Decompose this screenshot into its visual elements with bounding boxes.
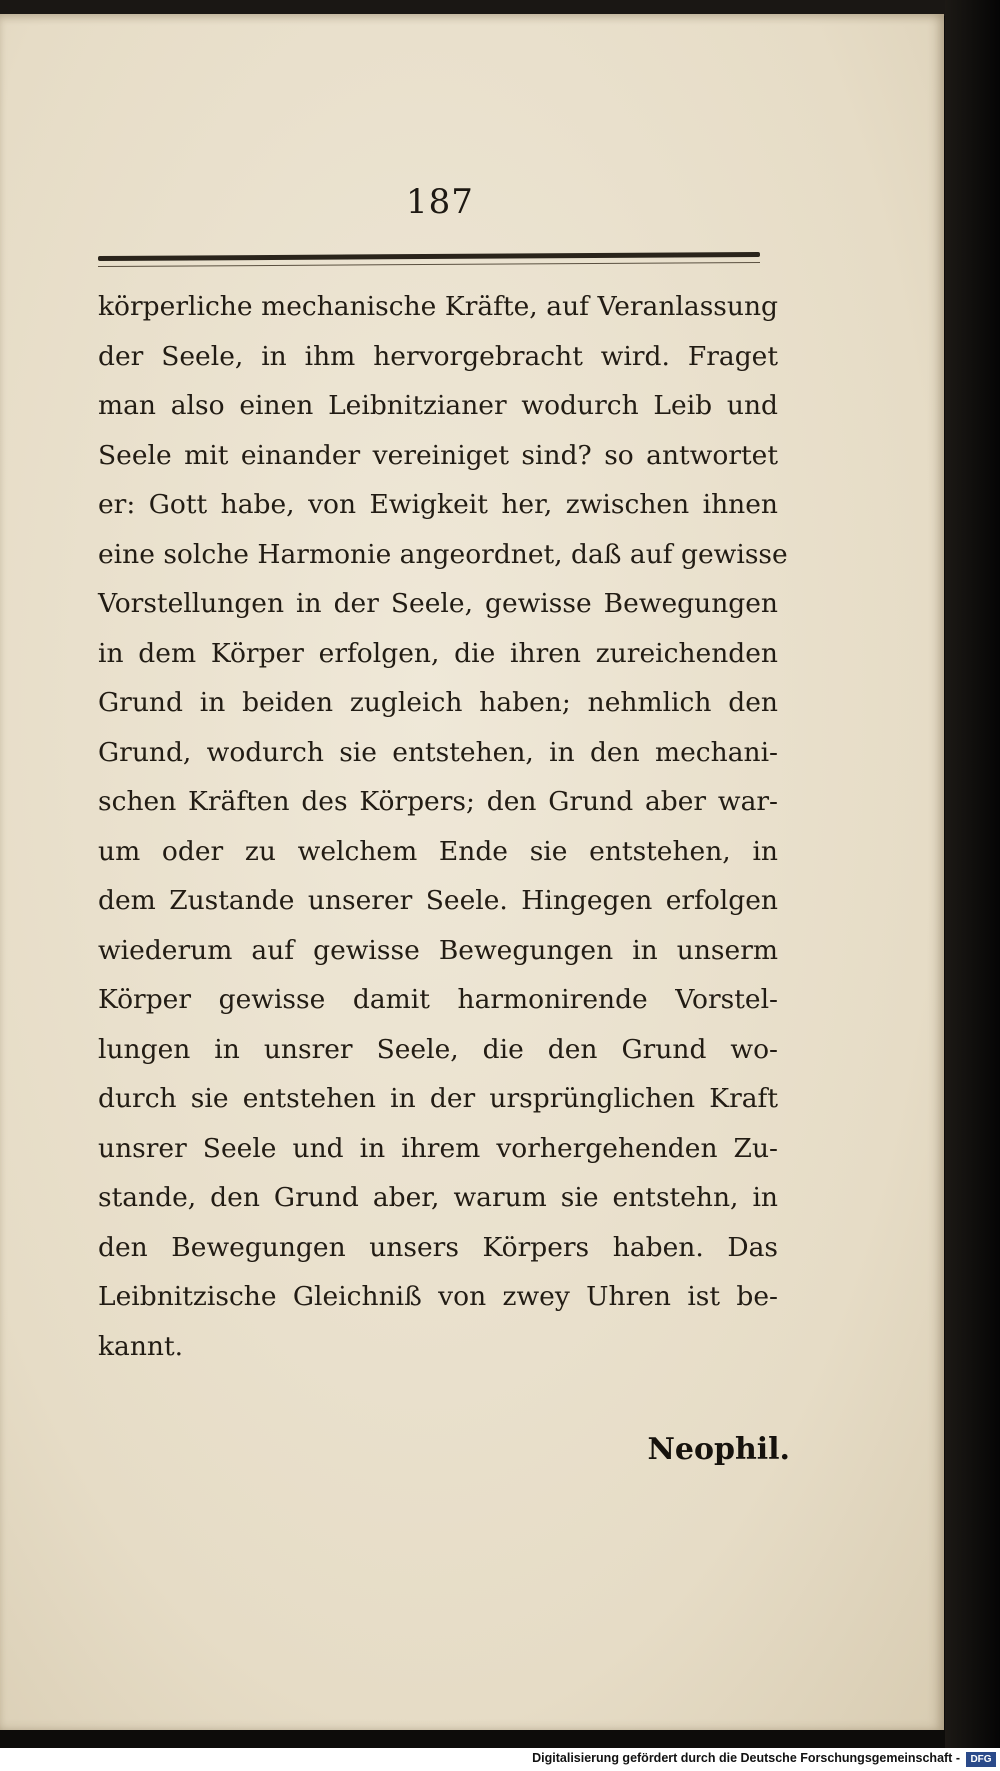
text-line: kannt. [98, 1330, 184, 1362]
text-line: in dem Körper erfolgen, die ihren zureichenden [98, 637, 778, 669]
text-line: Körper gewisse damit harmonirende Vorstel- [98, 984, 778, 1015]
header-rule [98, 252, 760, 261]
digitization-footer [0, 1748, 1000, 1771]
text-line: der Seele, in ihm hervorgebracht wird. Fraget [98, 340, 778, 372]
page-number: 187 [406, 182, 474, 222]
text-line: eine solche Harmonie angeordnet, daß auf gewisse [98, 538, 788, 570]
text-line: Leibnitzische Gleichniß von zwey Uhren ist be- [98, 1281, 778, 1312]
body-text [98, 282, 788, 1371]
footer-credit: Digitalisierung gefördert durch die Deutsche Forschungsgemeinschaft - [532, 1751, 960, 1765]
text-line: den Bewegungen unsers Körpers haben. Das [98, 1231, 778, 1263]
text-line: Grund in beiden zugleich haben; nehmlich den [98, 687, 778, 718]
text-line: wiederum auf gewisse Bewegungen in unserm [98, 934, 778, 966]
header-rule-thin [98, 262, 760, 267]
dfg-logo-icon: DFG [966, 1752, 996, 1767]
text-line: körperliche mechanische Kräfte, auf Veranlassung [98, 291, 778, 322]
text-line: Grund, wodurch sie entstehen, in den mechani- [98, 736, 778, 768]
book-page [0, 14, 944, 1730]
text-line: Seele mit einander vereiniget sind? so antwortet [98, 439, 778, 471]
text-line: dem Zustande unserer Seele. Hingegen erfolgen [98, 885, 778, 916]
text-line: schen Kräften des Körpers; den Grund aber war- [98, 786, 778, 817]
text-line: man also einen Leibnitzianer wodurch Leib und [98, 390, 778, 421]
book-edge-right [945, 0, 1000, 1771]
signature: Neophil. [647, 1432, 790, 1467]
text-line: er: Gott habe, von Ewigkeit her, zwischen ihnen [98, 489, 778, 520]
text-line: unsrer Seele und in ihrem vorhergehenden Zu- [98, 1132, 778, 1164]
text-line: durch sie entstehen in der ursprünglichen Kraft [98, 1083, 778, 1114]
text-line: stande, den Grund aber, warum sie entstehn, in [98, 1182, 778, 1213]
text-line: lungen in unsrer Seele, die den Grund wo- [98, 1033, 778, 1065]
text-line: Vorstellungen in der Seele, gewisse Bewegungen [98, 588, 778, 619]
text-line: um oder zu welchem Ende sie entstehen, in [98, 835, 778, 867]
